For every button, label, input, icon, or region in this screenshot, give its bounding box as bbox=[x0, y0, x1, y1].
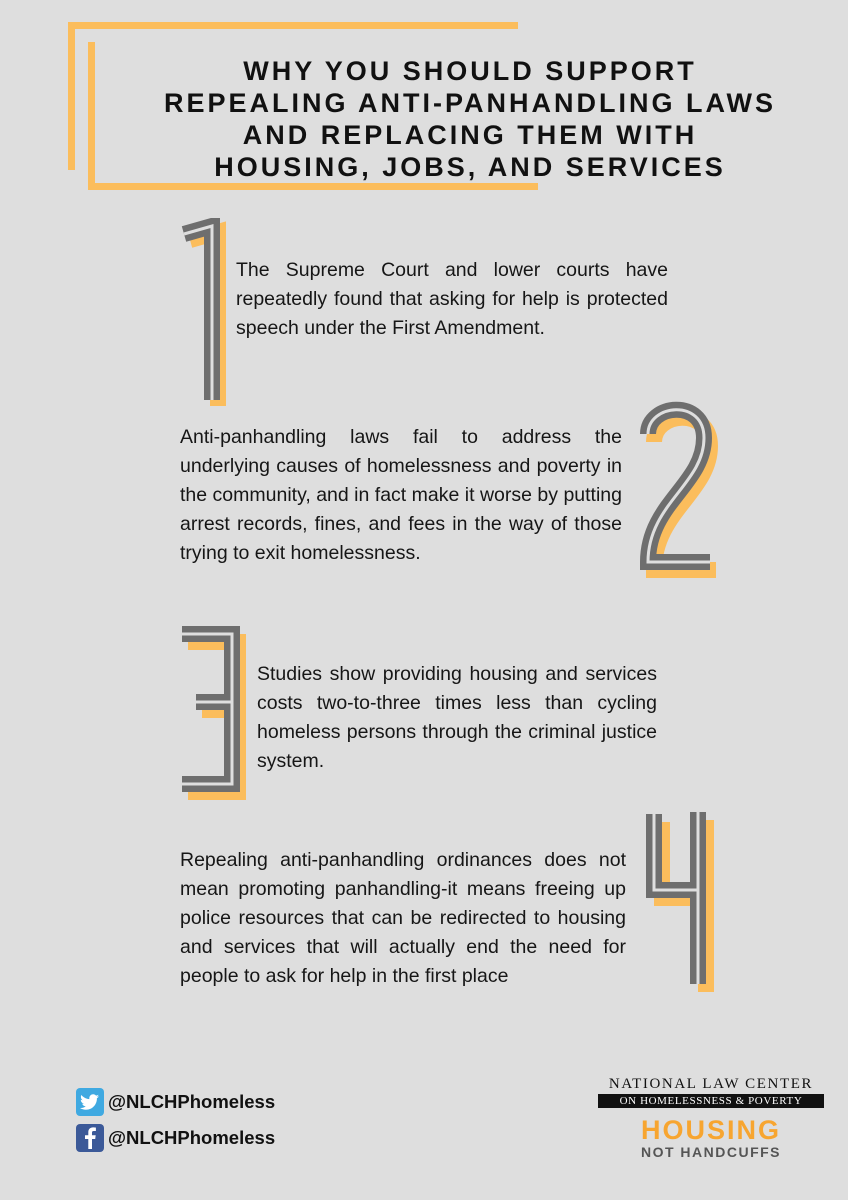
facebook-icon bbox=[76, 1124, 104, 1152]
title-line-4: HOUSING, JOBS, AND SERVICES bbox=[214, 152, 726, 182]
point-4-text: Repealing anti-panhandling ordinances does not mean promoting panhandling-it means freeing up police resources that can be redirected to housing and services that will actually end the need for people to ask for help in the first place bbox=[180, 849, 626, 987]
point-3-text: Studies show providing housing and services costs two-to-three times less than cycling homeless persons through the criminal justice system. bbox=[257, 663, 657, 772]
numeral-4 bbox=[640, 804, 730, 1004]
page-title bbox=[120, 55, 820, 183]
nlchp-logo-line1: NATIONAL LAW CENTER bbox=[608, 1076, 814, 1092]
facebook-handle: @NLCHPhomeless bbox=[108, 1127, 276, 1148]
facebook-link[interactable] bbox=[76, 1124, 275, 1152]
point-2-text: Anti-panhandling laws fail to address the underlying causes of homelessness and poverty in the community, and in fact make it worse by putting arrest records, fines, and fees in the way of those trying to exit homelessness. bbox=[180, 426, 622, 564]
numeral-3 bbox=[170, 620, 256, 810]
nlchp-logo-line2: ON HOMELESSNESS & POVERTY bbox=[598, 1094, 824, 1108]
title-line-2: REPEALING ANTI-PANHANDLING LAWS bbox=[164, 88, 776, 118]
numeral-2 bbox=[634, 394, 724, 590]
title-line-3: AND REPLACING THEM WITH bbox=[242, 120, 698, 150]
title-line-1: WHY YOU SHOULD SUPPORT bbox=[243, 56, 697, 86]
housing-not-handcuffs-logo-line2: NOT HANDCUFFS bbox=[640, 1144, 782, 1160]
twitter-icon bbox=[76, 1088, 104, 1116]
housing-not-handcuffs-logo-line1: HOUSING bbox=[640, 1115, 781, 1145]
point-1-text: The Supreme Court and lower courts have repeatedly found that asking for help is protected speech under the First Amendment. bbox=[236, 259, 668, 339]
numeral-1 bbox=[166, 218, 232, 408]
twitter-link[interactable] bbox=[76, 1088, 275, 1116]
twitter-handle: @NLCHPhomeless bbox=[108, 1091, 276, 1112]
